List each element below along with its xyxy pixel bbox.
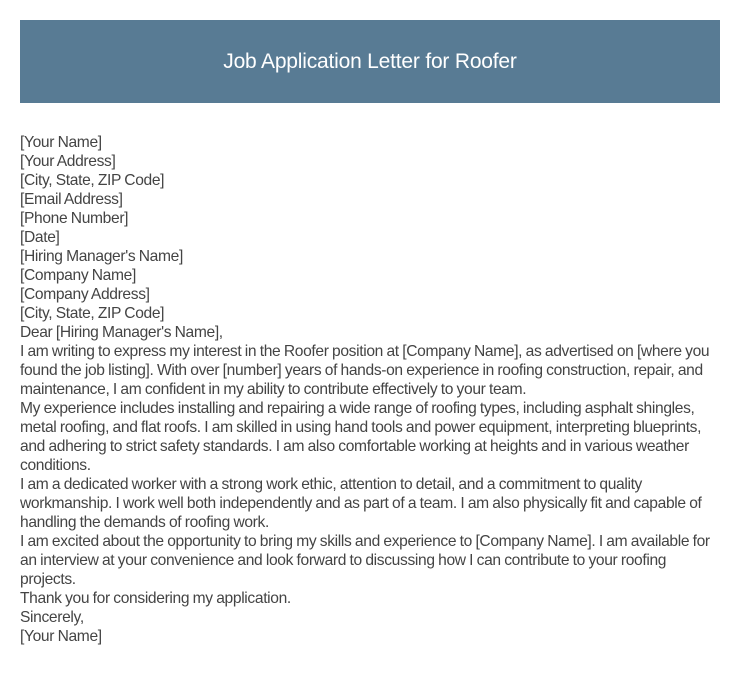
recipient-company-address: [Company Address] bbox=[20, 286, 150, 303]
recipient-city-state-zip: [City, State, ZIP Code] bbox=[20, 305, 165, 322]
paragraph-interview: I am excited about the opportunity to bring my skills and experience to [Company Name]. I am available for an interview at your convenience and look forward to discussing how I can contribute to your roofing projects. bbox=[20, 533, 710, 588]
recipient-hiring-manager: [Hiring Manager's Name] bbox=[20, 248, 183, 265]
title-banner bbox=[20, 20, 720, 103]
paragraph-thanks: Thank you for considering my application. bbox=[20, 590, 291, 607]
letter-date: [Date] bbox=[20, 229, 60, 246]
sender-email: [Email Address] bbox=[20, 191, 123, 208]
paragraph-intro: I am writing to express my interest in the Roofer position at [Company Name], as advertised on [where you found the job listing]. With over [number] years of hands-on experience in roofing construction, repair, and maintenance, I am confident in my ability to contribute effectively to your team. bbox=[20, 343, 710, 398]
signature: [Your Name] bbox=[20, 628, 102, 645]
sender-city-state-zip: [City, State, ZIP Code] bbox=[20, 172, 165, 189]
letter-body bbox=[20, 133, 722, 646]
page-title: Job Application Letter for Roofer bbox=[223, 49, 517, 73]
sender-name: [Your Name] bbox=[20, 134, 102, 151]
closing: Sincerely, bbox=[20, 609, 84, 626]
sender-address: [Your Address] bbox=[20, 153, 116, 170]
recipient-company-name: [Company Name] bbox=[20, 267, 136, 284]
paragraph-experience: My experience includes installing and repairing a wide range of roofing types, including asphalt shingles, metal roofing, and flat roofs. I am skilled in using hand tools and power equipment, interpreting blueprints, and adhering to strict safety standards. I am also comfortable working at heights and in various weather conditions. bbox=[20, 400, 702, 474]
paragraph-work-ethic: I am a dedicated worker with a strong work ethic, attention to detail, and a commitment to quality workmanship. I work well both independently and as part of a team. I am also physically fit and capable of handling the demands of roofing work. bbox=[20, 476, 702, 531]
salutation: Dear [Hiring Manager's Name], bbox=[20, 324, 223, 341]
sender-phone: [Phone Number] bbox=[20, 210, 129, 227]
